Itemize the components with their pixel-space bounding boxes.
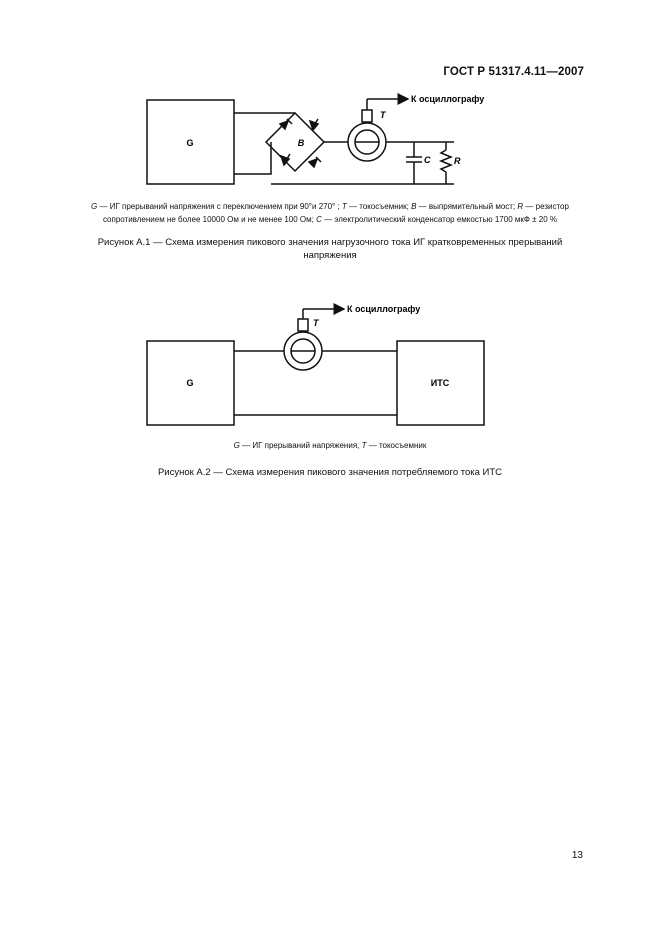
figure1-caption: Рисунок А.1 — Схема измерения пикового значения нагрузочного тока ИГ кратковременных прерываний напряжения: [97, 237, 563, 261]
fig1-label-b: B: [297, 138, 305, 148]
fig1-label-c: C: [424, 155, 431, 165]
figure-a2-diagram: [0, 295, 661, 435]
fig2-label-its: ИТС: [430, 378, 450, 388]
fig2-osc-label: К осциллографу: [347, 304, 421, 314]
fig2-label-g: G: [186, 378, 194, 388]
fig1-label-r: R: [454, 156, 461, 166]
figure1-legend-line2: сопротивлением не более 10000 Ом и не менее 100 Ом; C — электролитический конденсатор емкостью 1700 мкФ ± 20 %: [102, 214, 558, 224]
ct2-connector: [298, 319, 308, 331]
diode-4: [309, 157, 321, 167]
fig2-label-t: T: [313, 318, 319, 328]
page-number: 13: [571, 850, 583, 861]
fig1-label-g: G: [186, 138, 194, 148]
fig1-label-t: T: [380, 110, 386, 120]
figure1-legend: [40, 201, 620, 226]
figure-a1-diagram: [0, 0, 661, 200]
ct-connector: [362, 110, 372, 122]
resistor-zigzag: [441, 150, 451, 172]
fig1-osc-label: К осциллографу: [411, 94, 485, 104]
figure2-caption: Рисунок А.2 — Схема измерения пикового значения потребляемого тока ИТС: [157, 467, 503, 478]
wire-g-bottom: [234, 142, 271, 174]
diode-3: [281, 154, 290, 165]
diode-1: [280, 119, 292, 129]
figure1-legend-line1: G — ИГ прерываний напряжения с переключением при 90°и 270° ; T — токосъемник; B — выпрямительный мост; R — резистор: [91, 202, 569, 211]
standard-number: ГОСТ Р 51317.4.11—2007: [443, 66, 584, 78]
figure2-legend: G — ИГ прерываний напряжения, T — токосъемник: [233, 441, 427, 450]
